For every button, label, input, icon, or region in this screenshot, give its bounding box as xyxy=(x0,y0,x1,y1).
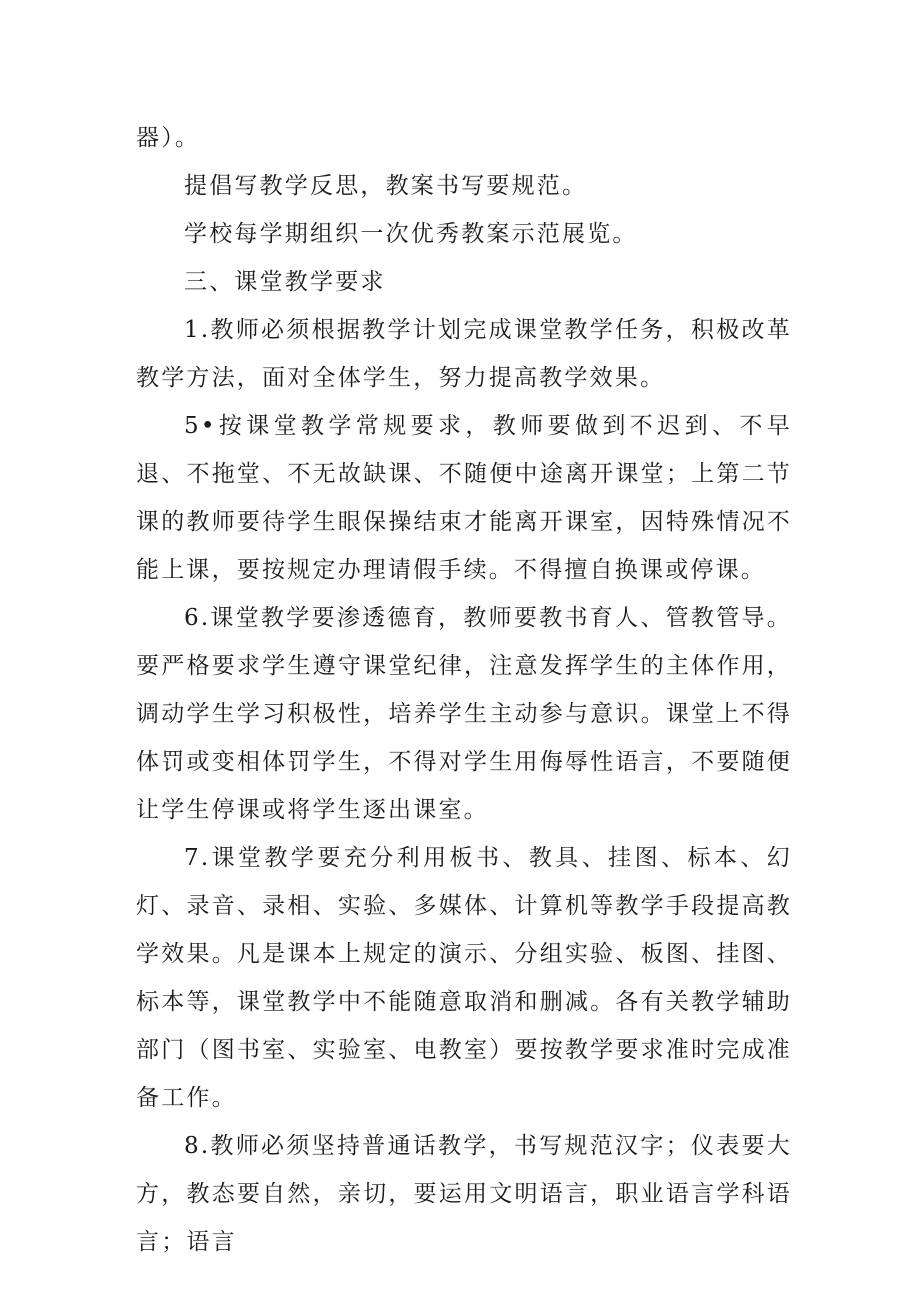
paragraph-item-8: 8.教师必须坚持普通话教学，书写规范汉字；仪表要大方，教态要自然，亲切，要运用文明语言，职业语言学科语言；语言 xyxy=(136,1133,792,1255)
section-heading: 三、课堂教学要求 xyxy=(184,269,386,295)
paragraph-exhibition: 学校每学期组织一次优秀教案示范展览。 xyxy=(184,221,638,247)
paragraph-item-6: 6.课堂教学要渗透德育，教师要教书育人、管教管导。要严格要求学生遵守课堂纪律，注意发挥学生的主体作用，调动学生学习积极性，培养学生主动参与意识。课堂上不得体罚或变相体罚学生，不得对学生用侮辱性语言，不要随便让学生停课或将学生逐出课室。 xyxy=(136,605,792,823)
document-body xyxy=(136,114,792,1266)
paragraph-item-7: 7.课堂教学要充分利用板书、教具、挂图、标本、幻灯、录音、录相、实验、多媒体、计算机等教学手段提高教学效果。凡是课本上规定的演示、分组实验、板图、挂图、标本等，课堂教学中不能随意取消和删减。各有关教学辅助部门（图书室、实验室、电教室）要按教学要求准时完成准备工作。 xyxy=(136,845,792,1111)
paragraph-item-1: 1.教师必须根据教学计划完成课堂教学任务，积极改革教学方法，面对全体学生，努力提高教学效果。 xyxy=(136,317,792,391)
paragraph-continuation: 器）。 xyxy=(136,125,201,151)
paragraph-reflection: 提倡写教学反思，教案书写要规范。 xyxy=(184,173,588,199)
paragraph-item-5: 5•按课堂教学常规要求，教师要做到不迟到、不早退、不拖堂、不无故缺课、不随便中途离开课堂；上第二节课的教师要待学生眼保操结束才能离开课室，因特殊情况不能上课，要按规定办理请假手续。不得擅自换课或停课。 xyxy=(136,413,792,583)
